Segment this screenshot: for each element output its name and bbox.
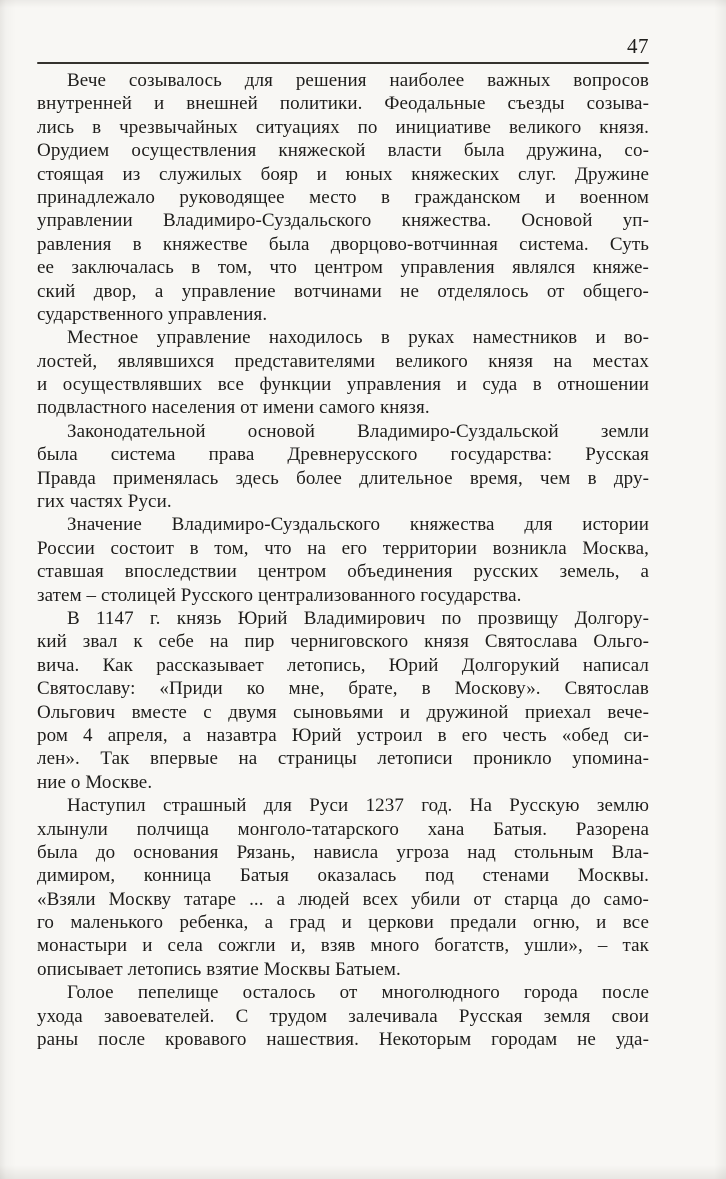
text-line: кий звал к себе на пир черниговского князя Святослава Ольго- [37, 631, 649, 653]
text-line: В 1147 г. князь Юрий Владимирович по прозвищу Долгору- [67, 607, 649, 629]
text-line: Голое пепелище осталось от многолюдного города после [67, 982, 649, 1004]
text-line: ние о Москве. [37, 771, 153, 793]
paragraph [37, 69, 649, 326]
text-line: Святославу: «Приди ко мне, брате, в Москову». Святослав [37, 678, 649, 700]
paragraph [37, 794, 649, 981]
text-line: Законодательной основой Владимиро-Суздальской земли [67, 420, 649, 442]
text-line: внутренней и внешней политики. Феодальные съезды созыва- [37, 93, 649, 115]
text-line: принадлежало руководящее место в гражданском и военном [37, 186, 649, 208]
text-line: Правда применялась здесь более длительное время, чем в дру- [37, 467, 649, 489]
text-line: «Взяли Москву татаре ... а людей всех убили от старца до само- [37, 888, 649, 910]
paragraph [37, 607, 649, 794]
text-line: лись в чрезвычайных ситуациях по инициативе великого князя. [37, 116, 649, 138]
text-line: ухода завоевателей. С трудом залечивала Русская земля свои [37, 1005, 649, 1027]
text-line: ский двор, а управление вотчинами не отделялось от общего- [37, 280, 649, 302]
text-line: ставшая впоследствии центром объединения русских земель, а [37, 561, 649, 583]
text-line: подвластного населения от имени самого князя. [37, 397, 430, 419]
text-line: была система права Древнерусского государства: Русская [37, 444, 649, 466]
text-line: затем – столицей Русского централизованного государства. [37, 584, 522, 606]
text-line: лостей, являвшихся представителями великого князя на местах [37, 350, 649, 372]
text-line: монастыри и села сожгли и, взяв много богатств, ушли», – так [37, 935, 649, 957]
text-line: сударственного управления. [37, 303, 268, 325]
text-line: димиром, конница Батыя оказалась под стенами Москвы. [37, 865, 649, 887]
text-line: гих частях Руси. [37, 491, 172, 513]
text-line: раны после кровавого нашествия. Некоторым городам не уда- [37, 1029, 649, 1051]
text-line: лен». Так впервые на страницы летописи проникло упомина- [37, 748, 649, 770]
text-line: ром 4 апреля, а назавтра Юрий устроил в его честь «обед си- [37, 724, 649, 746]
text-line: Ольгович вместе с двумя сыновьями и дружиной приехал вече- [37, 701, 649, 723]
page-number: 47 [627, 34, 649, 58]
text-line: го маленького ребенка, а град и церкови предали огню, и все [37, 912, 649, 934]
text-line: Местное управление находилось в руках наместников и во- [67, 327, 649, 349]
paragraph [37, 326, 649, 420]
text-line: Наступил страшный для Руси 1237 год. На Русскую землю [67, 795, 649, 817]
page-text [37, 69, 649, 1051]
text-line: Вече созывалось для решения наиболее важных вопросов [67, 70, 649, 91]
text-line: хлынули полчища монголо-татарского хана Батыя. Разорена [37, 818, 649, 840]
text-line: описывает летопись взятие Москвы Батыем. [37, 958, 401, 980]
text-line: России состоит в том, что на его территории возникла Москва, [37, 537, 649, 559]
header-rule [37, 62, 649, 64]
text-line: Орудием осуществления княжеской власти была дружина, со- [37, 140, 649, 162]
paragraph [37, 513, 649, 607]
text-line: Значение Владимиро-Суздальского княжества для истории [67, 514, 649, 536]
text-line: стоящая из служилых бояр и юных княжеских слуг. Дружине [37, 163, 649, 185]
text-line: управлении Владимиро-Суздальского княжества. Основой уп- [37, 210, 649, 232]
text-line: вича. Как рассказывает летопись, Юрий Долгорукий написал [37, 654, 649, 676]
paragraph [37, 981, 649, 1051]
text-line: и осуществлявших все функции управления и суда в отношении [37, 374, 649, 396]
text-line: равления в княжестве была дворцово-вотчинная система. Суть [37, 233, 649, 255]
text-line: была до основания Рязань, нависла угроза над стольным Вла- [37, 841, 649, 863]
paragraph [37, 420, 649, 514]
text-line: ее заключалась в том, что центром управления являлся княже- [37, 257, 649, 279]
